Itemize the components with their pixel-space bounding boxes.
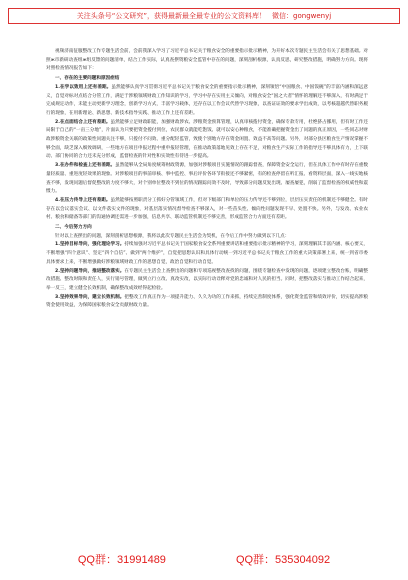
qq-group-2: QQ群：535304092 <box>235 554 331 566</box>
section2-heading: 二、今后努力方向 <box>55 225 92 231</box>
intro-paragraph: 视频济南征服整改工作专题生活会前，会前我深入学习了习近平总书记关于粮食安全的重要指示批示精神，为开好本次专题民主生活会有关了思想基础。对照ж市新研动查组ж组反馈的问题清单，结合工作实际，认真查摆资粮安全监管中存在的问题，深刻剖析根源，认真反思，研究整改措施，明确努力方向。现将对照检查情况报告如下： <box>46 49 368 72</box>
section1-heading: 一、存在的主要问题和原因症结 <box>55 76 120 82</box>
direction-3-lead: 3.坚持效果导向，建立长效机制。 <box>55 294 125 300</box>
problem-2-lead: 2.在点面结合上还有差距。 <box>55 119 111 125</box>
problem-3-lead: 3.在办件和检查上还有差距。 <box>55 163 116 169</box>
direction-1-lead: 1.坚持目标导向，强化理论学习。 <box>55 242 125 248</box>
problem-4-text: 虽然能够按照职责分工抓好分管领域工作，但对下级部门和单位的压力传导还不够到位，层层压实责任的机制还不够健全。有时存在以会议落实会议、以文件落实文件的现象，对基层落实情况督导检查不够深入，对一些苗头性、倾向性问题发现不早、处置不快。另外，与发改、农业农村、粮食和储备等部门的沟通协调还需进一步加强，信息共享、联动监管机制还不够完善，形成监管合力方面还有差距。 <box>46 197 368 221</box>
direction-2 <box>46 268 368 294</box>
problem-1 <box>46 84 368 119</box>
qq-group-1: QQ群：31991489 <box>77 554 166 566</box>
problem-2-text: 虽然能够立足财政职能，加强财政涉农、涉粮资金预算管理，认真审核拨付资金，确保专款专用，杜绝挤占挪用，但有时工作还局限于自己的“一亩三分地”，片面认为只要把资金拨付到位，农民群众就能吃饱饭、就可以安心种粮食，不能准确把握资金出了问题的真正原因，一些同志对财政涉粮资金关联的政策性问题关注不够，只拨付不问效、重分配轻监管，致使个别地方存在资金闲置、效益不高等问题。另外，对部分县区粮食生产情况掌握不够全面，缺乏深入细致调研，一些地方在项目申报过程中重申报轻管理，在推动政策落地见效上存在不足，对粮食生产实际工作的指导还不够具体有力，上下联动、部门协同的合力还未充分形成，监督检查的针对性和实效性有待进一步提高。 <box>46 119 368 160</box>
direction-1 <box>46 241 368 267</box>
problem-3 <box>46 162 368 197</box>
problem-3-text: 虽然能够从全局角度统筹财政资源，加强对涉粮项目实施情况的跟踪督查，保障资金安全运行，但在具体工作中有时存在重数量轻质量、重进度轻效果的现象。对涉粮项目的事前审核、事中监控、事后评价各环节衔接还不够紧密，有的检查停留在听汇报、看资料层面，深入一线实地核查不够，发现问题后督促整改的力度不够大，对个别单位整改不到位的情况跟踪问效不及时，导致部分问题反复出现、屡查屡犯，削弱了监督检查的权威性和震慑力。 <box>46 163 368 195</box>
section2-intro: 针对以上查摆出的问题，深刻剖析思想根源，我将以此次专题民主生活会为契机，在今后工作中努力做到以下几点： <box>55 233 290 239</box>
promo-banner <box>8 8 400 24</box>
problem-4 <box>46 197 368 223</box>
document-body <box>46 48 368 540</box>
wechat-contact: 微信：gongwenyj <box>272 12 332 20</box>
direction-2-lead: 2.坚持问题导向，推进整改落实。 <box>55 268 125 274</box>
direction-3-text: 把整改工作真正作为一项提升能力、久久为功的工作来抓，持续完善制度体系，强化资金监管和绩效评价，切实提高涉粮资金使用效益，为保障国家粮食安全贡献财政力量。 <box>46 294 368 309</box>
problem-1-lead: 1.在学以致用上还有差距。 <box>55 84 112 90</box>
problem-2 <box>46 119 368 163</box>
direction-3 <box>46 294 368 311</box>
problem-1-text: 虽然能够认真学习贯彻习近平总书记关于粮食安全的重要指示批示精神，深刻领悟“中国粮食、中国饭碗”的丰富内涵和深远意义，自觉对标对点结合分管工作，满足于涉粮领域财政工作知识的学习，学习中存在实用主义倾向，对粮食安全“国之大者”情怀的理解还不够深入，有时满足于完成规定动作，未能主动更新学习理念，创新学习方式，丰富学习载体，还存在以工作会议代替学习现象，以查证证效的要求学出成效，以考核超越代替职务履行的现象，在用新理论、新思想、新技术指导实践、推动工作上还有差距。 <box>46 84 368 116</box>
direction-1-text: 持续加强对习近平总书记关于国家粮食安全系列重要讲话和重要指示批示精神的学习，深刻理解其丰富内涵、核心要义，不断增强“四个意识”、坚定“四个自信”、做到“两个维护”，自觉把思想认识和具体行动统一到习近平总书记关于粮食工作的重大决策部署上来，统一到省市委具体要求上来，不断增强做好涉粮领域财政工作的思想自觉，政治自觉和行动自觉。 <box>46 242 368 265</box>
promo-text: 关注头条号“公文研究”，获得最新最全最专业的公文资料库！ <box>76 12 267 20</box>
problem-4-lead: 4.在压力传导上还有差距。 <box>55 197 111 203</box>
direction-2-text: 在专题民主生活会上查摆出的问题和专项巡视整改查找的问题，围绕专题检查中发现的问题，逐项建立整改台账，明确整改措施、整改时限和责任人，实行销号管理，做到立行立改、真改实改，以实际行动诠释对党的忠诚和对人民的担当。同时，把整改落实与推动工作结合起来，举一反三，建立健全长效机制，确保整改成效经得起检验。 <box>46 268 368 291</box>
footer-contacts <box>0 551 408 569</box>
